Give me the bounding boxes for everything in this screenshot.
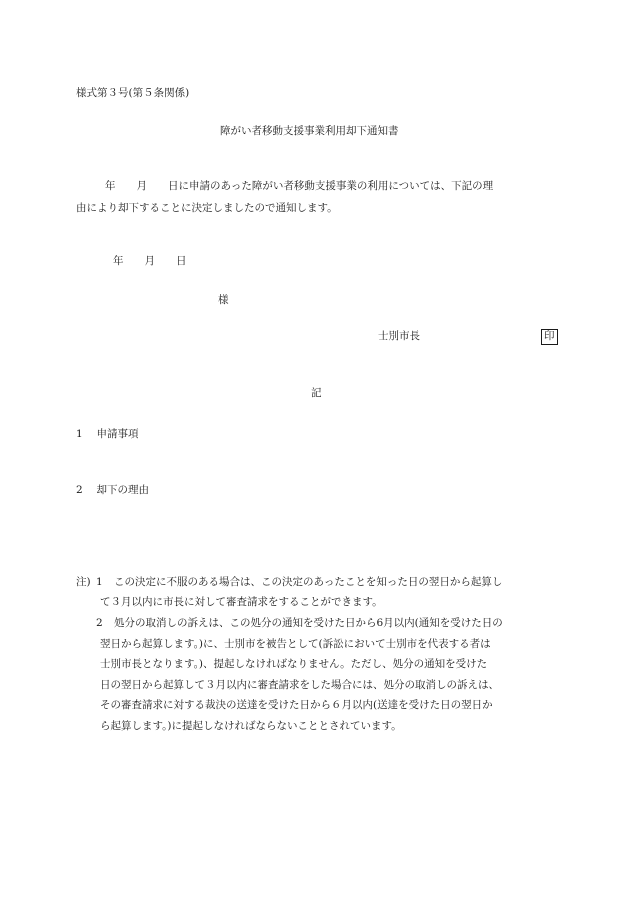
item-2: [76, 485, 149, 496]
seal-mark: [541, 329, 558, 345]
note-2-line-5: その審査請求に対する裁決の送達を受けた日から６月以内(送達を受けた日の翌日か: [100, 699, 493, 711]
note-2-line-2: 翌日から起算します。)に、士別市を被告として(訴訟において士別市を代表する者は: [100, 638, 491, 650]
note-2-number: 2: [96, 617, 103, 629]
item-number: 2: [76, 484, 83, 496]
note-1-line-1: この決定に不服のある場合は、この決定のあったことを知った日の翌日から起算し: [114, 576, 503, 588]
note-2-line-4: 日の翌日から起算して３月以内に審査請求をした場合には、処分の取消しの訴えは、: [100, 679, 499, 691]
item-1: [76, 429, 139, 440]
ki-heading: 記: [311, 387, 322, 399]
note-1-number: 1: [96, 576, 103, 588]
note-2-line-6: ら起算します。)に提起しなければならないこととされています。: [100, 720, 402, 732]
note-2-line-3: 士別市長となります。)、提起しなければなりません。ただし、処分の通知を受けた: [100, 658, 488, 670]
intro-line-1: 年 月 日に申請のあった障がい者移動支援事業の利用については、下記の理: [84, 180, 494, 192]
form-number: 様式第３号(第５条関係): [76, 87, 190, 99]
note-1-line-2: て３月以内に市長に対して審査請求をすることができます。: [100, 596, 383, 608]
seal-stamp: 印: [541, 329, 558, 345]
notes-prefix: 注): [76, 576, 91, 588]
addressee-sama: 様: [218, 294, 229, 306]
intro-line-2: 由により却下することに決定しましたので通知します。: [76, 202, 338, 214]
item-label: 申請事項: [96, 428, 139, 440]
date-line: 年 月 日: [113, 255, 187, 267]
item-label: 却下の理由: [96, 484, 150, 496]
note-2-line-1: 処分の取消しの訴えは、この処分の通知を受けた日から6月以内(通知を受けた日の: [114, 617, 503, 629]
item-number: 1: [76, 428, 83, 440]
document-title: 障がい者移動支援事業利用却下通知書: [220, 125, 399, 137]
issuer-title: 士別市長: [378, 330, 420, 342]
